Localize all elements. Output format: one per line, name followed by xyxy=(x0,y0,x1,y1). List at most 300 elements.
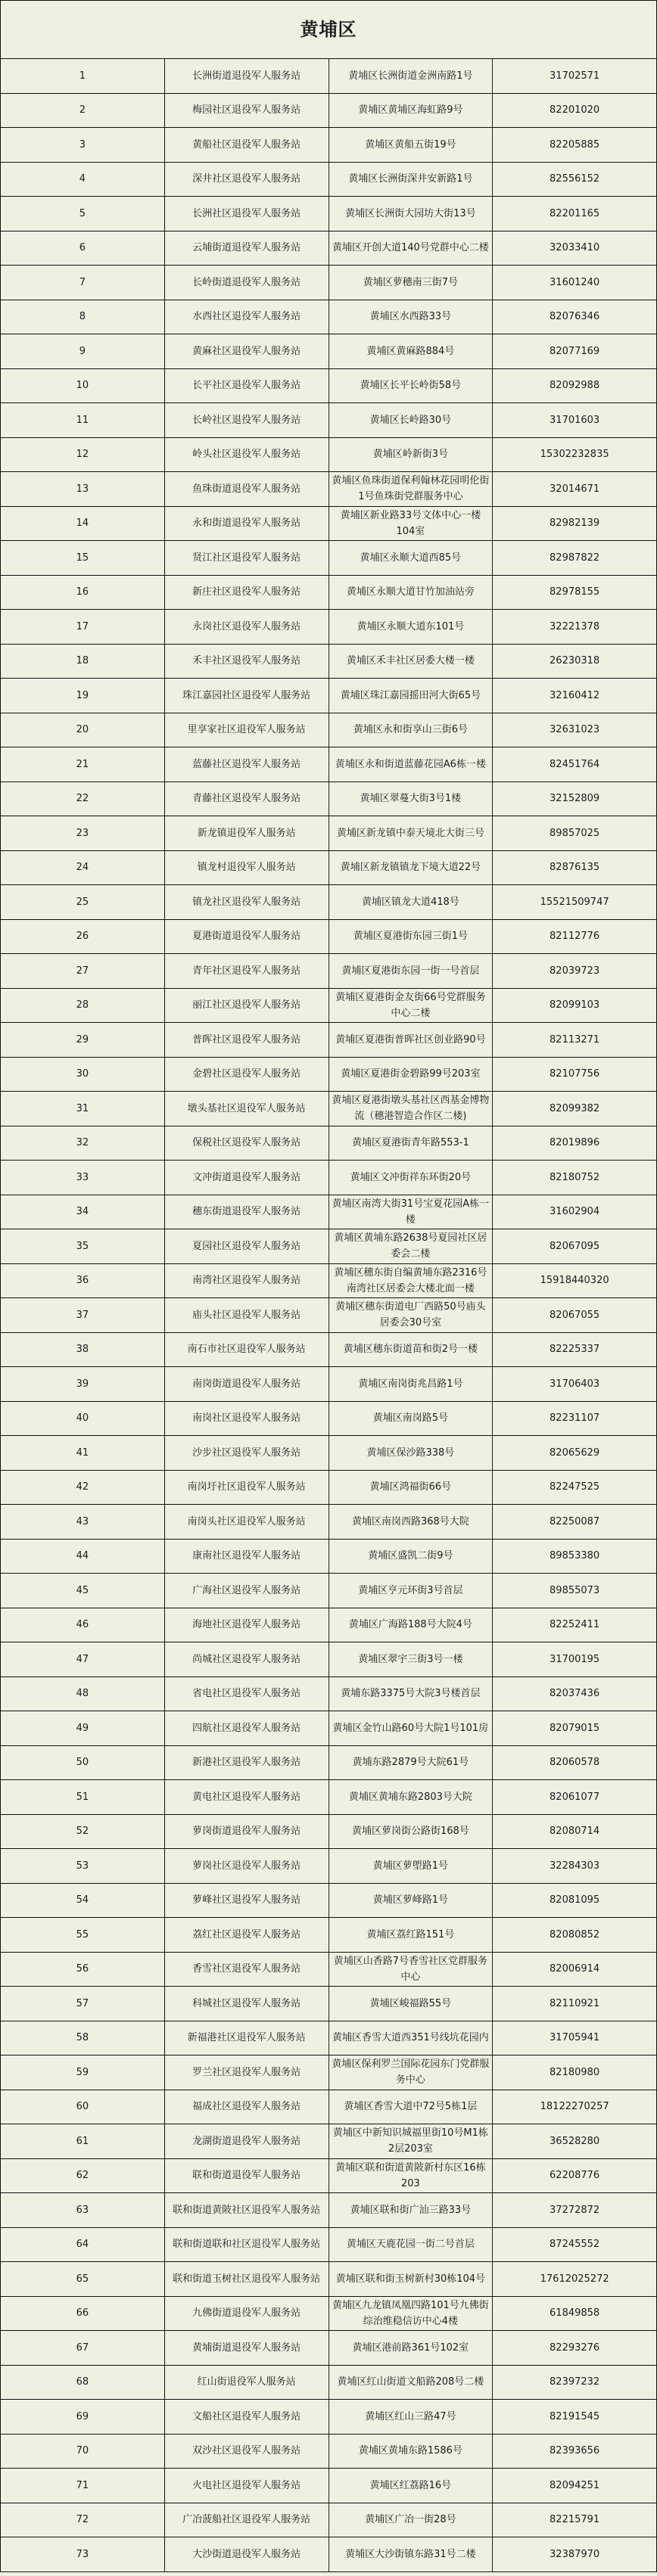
station-phone: 18122270257 xyxy=(493,2090,657,2124)
station-phone: 32284303 xyxy=(493,1849,657,1884)
station-address: 黄埔区南岗西路368号大院 xyxy=(328,1505,493,1540)
station-address: 黄埔区穗东街自编黄埔东路2316号南湾社区居委会大楼北面一楼 xyxy=(328,1263,493,1298)
station-name: 新福港社区退役军人服务站 xyxy=(164,2021,328,2056)
station-phone: 82113271 xyxy=(493,1023,657,1058)
row-index: 57 xyxy=(1,1987,165,2021)
station-address: 黄埔区保利罗兰国际花园东门党群服务中心 xyxy=(328,2056,493,2090)
station-name: 萝岗社区退役军人服务站 xyxy=(164,1849,328,1884)
station-address: 黄埔区黄埔东路2638号夏园社区居委会二楼 xyxy=(328,1229,493,1264)
table-row xyxy=(1,1711,657,1746)
table-row xyxy=(1,93,657,128)
row-index: 55 xyxy=(1,1918,165,1953)
station-address: 黄埔区港前路361号102室 xyxy=(328,2331,493,2366)
station-name: 广冶菠船社区退役军人服务站 xyxy=(164,2503,328,2537)
station-address: 黄埔区盛凯二街9号 xyxy=(328,1539,493,1574)
station-address: 黄埔区长洲街深井安新路1号 xyxy=(328,162,493,197)
row-index: 66 xyxy=(1,2296,165,2331)
row-index: 64 xyxy=(1,2227,165,2262)
station-phone: 82393656 xyxy=(493,2434,657,2469)
station-phone: 31705941 xyxy=(493,2021,657,2056)
station-name: 南岗头社区退役军人服务站 xyxy=(164,1505,328,1540)
row-index: 24 xyxy=(1,850,165,885)
table-row xyxy=(1,2227,657,2262)
station-phone: 82252411 xyxy=(493,1608,657,1642)
table-row xyxy=(1,747,657,782)
row-index: 46 xyxy=(1,1608,165,1642)
station-name: 镇龙社区退役军人服务站 xyxy=(164,885,328,920)
row-index: 45 xyxy=(1,1574,165,1608)
station-phone: 82215791 xyxy=(493,2503,657,2537)
station-address: 黄埔区广冶一街28号 xyxy=(328,2503,493,2537)
row-index: 20 xyxy=(1,713,165,747)
station-address: 黄埔区黄麻路884号 xyxy=(328,334,493,369)
station-name: 南石市社区退役军人服务站 xyxy=(164,1332,328,1367)
station-name: 四航社区退役军人服务站 xyxy=(164,1711,328,1746)
station-name: 永岗社区退役军人服务站 xyxy=(164,610,328,645)
station-name: 南岗街道退役军人服务站 xyxy=(164,1367,328,1402)
station-address: 黄埔区广海路188号大院4号 xyxy=(328,1608,493,1642)
station-address: 黄埔区镇龙大道418号 xyxy=(328,885,493,920)
row-index: 44 xyxy=(1,1539,165,1574)
station-name: 南岗社区退役军人服务站 xyxy=(164,1401,328,1436)
table-row xyxy=(1,2090,657,2124)
table-row xyxy=(1,162,657,197)
station-phone: 82065629 xyxy=(493,1436,657,1471)
row-index: 2 xyxy=(1,93,165,128)
row-index: 23 xyxy=(1,816,165,851)
table-row xyxy=(1,1574,657,1608)
row-index: 65 xyxy=(1,2262,165,2297)
row-index: 49 xyxy=(1,1711,165,1746)
table-row xyxy=(1,1539,657,1574)
station-phone: 82201165 xyxy=(493,197,657,231)
station-name: 长洲社区退役军人服务站 xyxy=(164,197,328,231)
station-address: 黄埔区南岗街兆昌路1号 xyxy=(328,1367,493,1402)
station-name: 香雪社区退役军人服务站 xyxy=(164,1952,328,1987)
station-name: 金碧社区退役军人服务站 xyxy=(164,1057,328,1092)
station-address: 黄埔区保沙路338号 xyxy=(328,1436,493,1471)
station-address: 黄埔区黄埔区海虹路9号 xyxy=(328,93,493,128)
table-body xyxy=(1,59,657,2572)
station-phone: 61849858 xyxy=(493,2296,657,2331)
table-row xyxy=(1,2296,657,2331)
row-index: 60 xyxy=(1,2090,165,2124)
row-index: 8 xyxy=(1,300,165,334)
station-phone: 82037436 xyxy=(493,1676,657,1711)
station-address: 黄埔区九龙镇凤凰四路101号九佛街综治维稳信访中心4楼 xyxy=(328,2296,493,2331)
table-row xyxy=(1,2021,657,2056)
table-row xyxy=(1,575,657,610)
table-row xyxy=(1,403,657,438)
station-name: 海地社区退役军人服务站 xyxy=(164,1608,328,1642)
station-address: 黄埔区永顺大道甘竹加油站旁 xyxy=(328,575,493,610)
station-address: 黄埔区夏港街金友街66号党群服务中心二楼 xyxy=(328,988,493,1023)
table-row xyxy=(1,988,657,1023)
station-address: 黄埔东路3375号大院3号楼首层 xyxy=(328,1676,493,1711)
station-phone: 62208776 xyxy=(493,2158,657,2193)
table-row xyxy=(1,2365,657,2400)
station-name: 萝岗街道退役军人服务站 xyxy=(164,1814,328,1849)
station-name: 龙湖街道退役军人服务站 xyxy=(164,2124,328,2159)
row-index: 10 xyxy=(1,368,165,403)
row-index: 56 xyxy=(1,1952,165,1987)
table-row xyxy=(1,59,657,94)
table-row xyxy=(1,610,657,645)
station-address: 黄埔区开创大道140号党群中心二楼 xyxy=(328,231,493,266)
station-name: 黄埔街道退役军人服务站 xyxy=(164,2331,328,2366)
station-address: 黄埔区鸿福街66号 xyxy=(328,1470,493,1505)
station-phone: 31702571 xyxy=(493,59,657,94)
station-address: 黄埔区夏港街青年路553-1 xyxy=(328,1126,493,1161)
table-row xyxy=(1,2503,657,2537)
table-row xyxy=(1,1332,657,1367)
station-address: 黄埔区萝峰路1号 xyxy=(328,1883,493,1918)
station-address: 黄埔区永顺大道西85号 xyxy=(328,541,493,576)
row-index: 62 xyxy=(1,2158,165,2193)
station-address: 黄埔区夏港街墩头基社区西基金博物流（穗港智造合作区二楼) xyxy=(328,1092,493,1126)
station-phone: 82556152 xyxy=(493,162,657,197)
row-index: 72 xyxy=(1,2503,165,2537)
station-phone: 82039723 xyxy=(493,954,657,989)
row-index: 29 xyxy=(1,1023,165,1058)
row-index: 31 xyxy=(1,1092,165,1126)
station-name: 长岭社区退役军人服务站 xyxy=(164,403,328,438)
station-phone: 26230318 xyxy=(493,644,657,679)
row-index: 35 xyxy=(1,1229,165,1264)
station-name: 云埔街道退役军人服务站 xyxy=(164,231,328,266)
table-row xyxy=(1,1780,657,1815)
table-row xyxy=(1,2537,657,2572)
station-name: 水西社区退役军人服务站 xyxy=(164,300,328,334)
station-phone: 82099103 xyxy=(493,988,657,1023)
station-phone: 82067095 xyxy=(493,1229,657,1264)
station-address: 黄埔区联和街道黄陂新村东区16栋203 xyxy=(328,2158,493,2193)
station-name: 双沙社区退役军人服务站 xyxy=(164,2434,328,2469)
table-row xyxy=(1,2469,657,2503)
table-row xyxy=(1,1229,657,1264)
table-row xyxy=(1,472,657,507)
station-phone: 82006914 xyxy=(493,1952,657,1987)
table-row xyxy=(1,1057,657,1092)
station-phone: 89857025 xyxy=(493,816,657,851)
table-row xyxy=(1,713,657,747)
station-address: 黄埔区长岭路30号 xyxy=(328,403,493,438)
station-address: 黄埔区永顺大道东101号 xyxy=(328,610,493,645)
row-index: 71 xyxy=(1,2469,165,2503)
station-phone: 82180980 xyxy=(493,2056,657,2090)
station-phone: 82451764 xyxy=(493,747,657,782)
station-phone: 32631023 xyxy=(493,713,657,747)
table-title-row xyxy=(1,1,657,59)
station-address: 黄埔区永和街道蓝藤花园A6栋一楼 xyxy=(328,747,493,782)
row-index: 25 xyxy=(1,885,165,920)
station-phone: 82247525 xyxy=(493,1470,657,1505)
station-name: 新龙镇退役军人服务站 xyxy=(164,816,328,851)
table-row xyxy=(1,2056,657,2090)
row-index: 21 xyxy=(1,747,165,782)
station-phone: 82107756 xyxy=(493,1057,657,1092)
station-name: 夏园社区退役军人服务站 xyxy=(164,1229,328,1264)
station-name: 红山街退役军人服务站 xyxy=(164,2365,328,2400)
station-phone: 82397232 xyxy=(493,2365,657,2400)
station-phone: 82061077 xyxy=(493,1780,657,1815)
station-address: 黄埔区亨元环街3号首层 xyxy=(328,1574,493,1608)
station-address: 黄埔区水西路33号 xyxy=(328,300,493,334)
station-address: 黄埔区文冲街祥东环街20号 xyxy=(328,1161,493,1195)
station-name: 联和街道退役军人服务站 xyxy=(164,2158,328,2193)
station-phone: 31601240 xyxy=(493,266,657,300)
station-name: 里享家社区退役军人服务站 xyxy=(164,713,328,747)
station-phone: 82112776 xyxy=(493,919,657,954)
station-phone: 82225337 xyxy=(493,1332,657,1367)
station-phone: 82081095 xyxy=(493,1883,657,1918)
table-row xyxy=(1,1436,657,1471)
station-phone: 36528280 xyxy=(493,2124,657,2159)
station-phone: 82080852 xyxy=(493,1918,657,1953)
station-address: 黄埔区黄船五街19号 xyxy=(328,128,493,163)
station-phone: 82191545 xyxy=(493,2400,657,2435)
station-address: 黄埔区红山街道文船路208号二楼 xyxy=(328,2365,493,2400)
row-index: 27 xyxy=(1,954,165,989)
row-index: 61 xyxy=(1,2124,165,2159)
station-name: 荔红社区退役军人服务站 xyxy=(164,1918,328,1953)
table-row xyxy=(1,1814,657,1849)
station-address: 黄埔区萝岗街公路街168号 xyxy=(328,1814,493,1849)
station-phone: 82250087 xyxy=(493,1505,657,1540)
station-phone: 31706403 xyxy=(493,1367,657,1402)
station-address: 黄埔区夏港街东园一街一号首层 xyxy=(328,954,493,989)
station-phone: 82019896 xyxy=(493,1126,657,1161)
row-index: 16 xyxy=(1,575,165,610)
station-phone: 31701603 xyxy=(493,403,657,438)
station-address: 黄埔区联和街广汕三路33号 xyxy=(328,2193,493,2228)
table-row xyxy=(1,2331,657,2366)
row-index: 52 xyxy=(1,1814,165,1849)
station-address: 黄埔区南湾大街31号宝夏花园A栋一楼 xyxy=(328,1195,493,1229)
row-index: 7 xyxy=(1,266,165,300)
row-index: 1 xyxy=(1,59,165,94)
table-row xyxy=(1,1505,657,1540)
row-index: 40 xyxy=(1,1401,165,1436)
station-address: 黄埔区南岗路5号 xyxy=(328,1401,493,1436)
station-name: 青藤社区退役军人服务站 xyxy=(164,782,328,816)
station-address: 黄埔区新龙镇中泰天境北大街三号 xyxy=(328,816,493,851)
station-phone: 32014671 xyxy=(493,472,657,507)
row-index: 54 xyxy=(1,1883,165,1918)
table-row xyxy=(1,1987,657,2021)
table-row xyxy=(1,1401,657,1436)
station-address: 黄埔区荔红路151号 xyxy=(328,1918,493,1953)
table-row xyxy=(1,919,657,954)
station-name: 青年社区退役军人服务站 xyxy=(164,954,328,989)
table-row xyxy=(1,231,657,266)
table-row xyxy=(1,128,657,163)
station-name: 沙步社区退役军人服务站 xyxy=(164,1436,328,1471)
station-address: 黄埔区萝穗南三街7号 xyxy=(328,266,493,300)
station-name: 火电社区退役军人服务站 xyxy=(164,2469,328,2503)
station-name: 珠江嘉园社区退役军人服务站 xyxy=(164,679,328,713)
table-row xyxy=(1,1023,657,1058)
table-row xyxy=(1,1676,657,1711)
row-index: 39 xyxy=(1,1367,165,1402)
row-index: 34 xyxy=(1,1195,165,1229)
station-name: 文冲街道退役军人服务站 xyxy=(164,1161,328,1195)
station-name: 长洲街道退役军人服务站 xyxy=(164,59,328,94)
district-title: 黄埔区 xyxy=(1,1,657,59)
station-phone: 82987822 xyxy=(493,541,657,576)
station-name: 黄电社区退役军人服务站 xyxy=(164,1780,328,1815)
station-name: 镇龙村退役军人服务站 xyxy=(164,850,328,885)
table-row xyxy=(1,850,657,885)
station-name: 保税社区退役军人服务站 xyxy=(164,1126,328,1161)
station-address: 黄埔东路2879号大院61号 xyxy=(328,1745,493,1780)
row-index: 67 xyxy=(1,2331,165,2366)
table-row xyxy=(1,1745,657,1780)
table-row xyxy=(1,2434,657,2469)
station-address: 黄埔区香雪大道西351号线坑花园内 xyxy=(328,2021,493,2056)
station-phone: 32387970 xyxy=(493,2537,657,2572)
station-name: 黄船社区退役军人服务站 xyxy=(164,128,328,163)
station-name: 萝峰社区退役军人服务站 xyxy=(164,1883,328,1918)
station-address: 黄埔区红荔路16号 xyxy=(328,2469,493,2503)
station-name: 岭头社区退役军人服务站 xyxy=(164,437,328,472)
station-phone: 82094251 xyxy=(493,2469,657,2503)
station-address: 黄埔区穗东街道电厂西路50号庙头居委会30号室 xyxy=(328,1298,493,1333)
station-phone: 82876135 xyxy=(493,850,657,885)
row-index: 4 xyxy=(1,162,165,197)
station-name: 丽江社区退役军人服务站 xyxy=(164,988,328,1023)
station-address: 黄埔区穗东街道苗和街2号一楼 xyxy=(328,1332,493,1367)
station-address: 黄埔区香雪大道中72号5栋1层 xyxy=(328,2090,493,2124)
station-address: 黄埔区大沙街镇东路31号二楼 xyxy=(328,2537,493,2572)
table-row xyxy=(1,644,657,679)
station-address: 黄埔区萝塱路1号 xyxy=(328,1849,493,1884)
station-name: 长岭街道退役军人服务站 xyxy=(164,266,328,300)
station-address: 黄埔区禾丰社区居委大楼一楼 xyxy=(328,644,493,679)
station-address: 黄埔区永和街享山三街6号 xyxy=(328,713,493,747)
table-row xyxy=(1,2193,657,2228)
table-row xyxy=(1,197,657,231)
station-phone: 15302232835 xyxy=(493,437,657,472)
station-address: 黄埔区夏港街普晖社区创业路90号 xyxy=(328,1023,493,1058)
station-address: 黄埔区岭新街3号 xyxy=(328,437,493,472)
table-row xyxy=(1,2124,657,2159)
table-row xyxy=(1,2158,657,2193)
station-phone: 82982139 xyxy=(493,506,657,541)
table-row xyxy=(1,1263,657,1298)
row-index: 73 xyxy=(1,2537,165,2572)
station-name: 长平社区退役军人服务站 xyxy=(164,368,328,403)
station-address: 黄埔区黄埔东路2803号大院 xyxy=(328,1780,493,1815)
table-row xyxy=(1,1642,657,1677)
station-name: 禾丰社区退役军人服务站 xyxy=(164,644,328,679)
station-name: 永和街道退役军人服务站 xyxy=(164,506,328,541)
station-phone: 82978155 xyxy=(493,575,657,610)
station-address: 黄埔区鱼珠街道保利翰林花园明伦街1号鱼珠街党群服务中心 xyxy=(328,472,493,507)
station-phone: 82205885 xyxy=(493,128,657,163)
station-phone: 82067055 xyxy=(493,1298,657,1333)
station-name: 九佛街道退役军人服务站 xyxy=(164,2296,328,2331)
station-name: 大沙街道退役军人服务站 xyxy=(164,2537,328,2572)
station-name: 科城社区退役军人服务站 xyxy=(164,1987,328,2021)
row-index: 53 xyxy=(1,1849,165,1884)
station-phone: 32160412 xyxy=(493,679,657,713)
row-index: 50 xyxy=(1,1745,165,1780)
station-phone: 82099382 xyxy=(493,1092,657,1126)
station-name: 夏港街道退役军人服务站 xyxy=(164,919,328,954)
row-index: 69 xyxy=(1,2400,165,2435)
station-name: 穗东街道退役军人服务站 xyxy=(164,1195,328,1229)
table-row xyxy=(1,1608,657,1642)
station-phone: 82293276 xyxy=(493,2331,657,2366)
row-index: 59 xyxy=(1,2056,165,2090)
row-index: 11 xyxy=(1,403,165,438)
table-row xyxy=(1,1298,657,1333)
station-address: 黄埔区新龙镇镇龙下境大道22号 xyxy=(328,850,493,885)
station-address: 黄埔区联和街玉树新村30栋104号 xyxy=(328,2262,493,2297)
station-name: 鱼珠街道退役军人服务站 xyxy=(164,472,328,507)
table-row xyxy=(1,437,657,472)
row-index: 28 xyxy=(1,988,165,1023)
station-phone: 17612025272 xyxy=(493,2262,657,2297)
station-address: 黄埔区长洲街道金洲南路1号 xyxy=(328,59,493,94)
row-index: 51 xyxy=(1,1780,165,1815)
station-phone: 89855073 xyxy=(493,1574,657,1608)
station-phone: 82201020 xyxy=(493,93,657,128)
station-name: 黄麻社区退役军人服务站 xyxy=(164,334,328,369)
station-address: 黄埔区黄埔东路1586号 xyxy=(328,2434,493,2469)
row-index: 9 xyxy=(1,334,165,369)
table-row xyxy=(1,1092,657,1126)
table-row xyxy=(1,1367,657,1402)
row-index: 43 xyxy=(1,1505,165,1540)
station-address: 黄埔区夏港街东园三街1号 xyxy=(328,919,493,954)
station-address: 黄埔区中新知识城福里街10号M1栋2层203室 xyxy=(328,2124,493,2159)
station-address: 黄埔区翠宇三街3号一楼 xyxy=(328,1642,493,1677)
row-index: 6 xyxy=(1,231,165,266)
table-row xyxy=(1,782,657,816)
table-row xyxy=(1,300,657,334)
station-name: 福成社区退役军人服务站 xyxy=(164,2090,328,2124)
table-row xyxy=(1,1195,657,1229)
row-index: 33 xyxy=(1,1161,165,1195)
table-row xyxy=(1,1849,657,1884)
station-phone: 82110921 xyxy=(493,1987,657,2021)
table-row xyxy=(1,1952,657,1987)
station-phone: 37272872 xyxy=(493,2193,657,2228)
table-row xyxy=(1,1126,657,1161)
station-address: 黄埔区天鹿花园一街二号首层 xyxy=(328,2227,493,2262)
row-index: 47 xyxy=(1,1642,165,1677)
station-address: 黄埔区新业路33号文体中心一楼104室 xyxy=(328,506,493,541)
row-index: 14 xyxy=(1,506,165,541)
station-name: 罗兰社区退役军人服务站 xyxy=(164,2056,328,2090)
row-index: 42 xyxy=(1,1470,165,1505)
table-row xyxy=(1,506,657,541)
table-row xyxy=(1,266,657,300)
table-row xyxy=(1,541,657,576)
row-index: 68 xyxy=(1,2365,165,2400)
station-phone: 31700195 xyxy=(493,1642,657,1677)
station-address: 黄埔区长平长岭街58号 xyxy=(328,368,493,403)
station-phone: 89853380 xyxy=(493,1539,657,1574)
row-index: 48 xyxy=(1,1676,165,1711)
row-index: 19 xyxy=(1,679,165,713)
station-name: 南岗圩社区退役军人服务站 xyxy=(164,1470,328,1505)
row-index: 5 xyxy=(1,197,165,231)
table-row xyxy=(1,885,657,920)
station-name: 省电社区退役军人服务站 xyxy=(164,1676,328,1711)
